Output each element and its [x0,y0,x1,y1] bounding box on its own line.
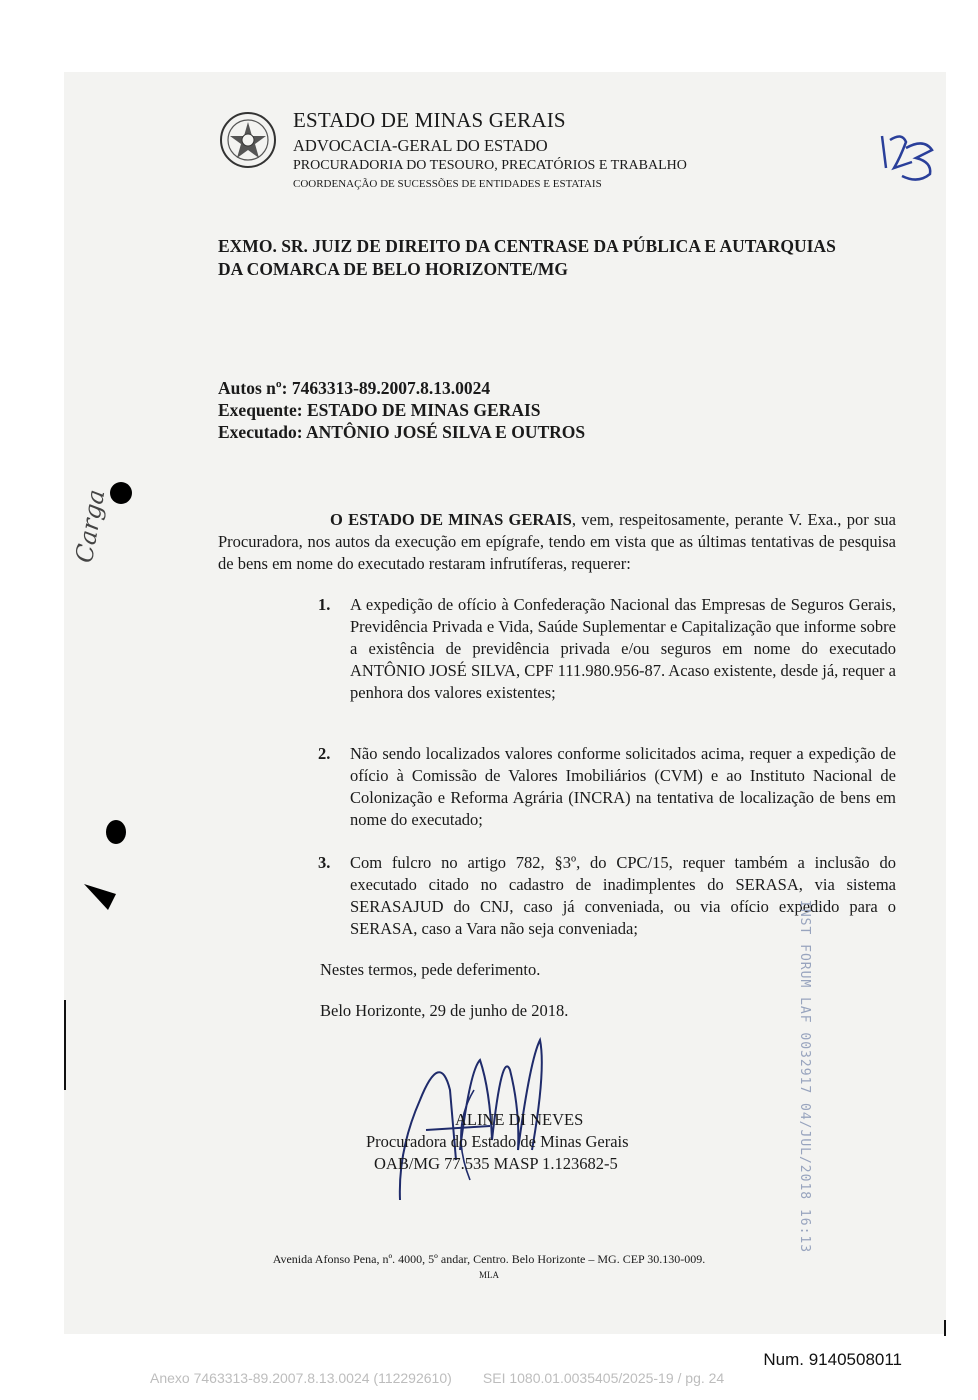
addressee [218,235,898,281]
protocol-stamp: INST FORUM LAF 0032917 04/JUL/2018 16:13 [797,900,812,1254]
item-number: 2. [318,744,331,763]
request-item-1 [318,594,896,704]
item-text: A expedição de ofício à Confederação Nacional das Empresas de Seguros Gerais, Previdência Privada e Vida, Saúde Suplementar e Capitalização que informe sobre a existência de previdência privada e/ou seguros em nome do executado ANTÔNIO JOSÉ SILVA, CPF 111.980.956-87. Acaso existente, desde já, requer a penhora dos valores existentes; [350,595,896,702]
state-seal-icon [218,110,278,170]
case-executado: Executado: ANTÔNIO JOSÉ SILVA E OUTROS [218,422,586,442]
intro-text: , vem, respeitosamente, perante V. Exa., por sua Procuradora, nos autos da execução em epígrafe, tendo em vista que as últimas tentativas de pesquisa de bens em nome do executado restaram infrutíferas, requerer: [218,510,896,573]
scan-edge-line [944,1320,946,1336]
annex-line: Anexo 7463313-89.2007.8.13.0024 (112292610) SEI 1080.01.0035405/2025-19 / pg. 24 [150,1370,725,1386]
corner-mark-icon [82,880,118,912]
closing-request: Nestes termos, pede deferimento. [320,960,541,979]
signatory-role: Procuradora do Estado de Minas Gerais [366,1132,629,1151]
hole-punch-mark [110,482,132,504]
case-exequente: Exequente: ESTADO DE MINAS GERAIS [218,400,541,420]
request-item-2 [318,743,896,831]
addressee-line-1: EXMO. SR. JUIZ DE DIREITO DA CENTRASE DA PÚBLICA E AUTARQUIAS [218,236,836,256]
footer-address: Avenida Afonso Pena, nº. 4000, 5º andar, Centro. Belo Horizonte – MG. CEP 30.130-009. [272,1252,706,1266]
place-date: Belo Horizonte, 29 de junho de 2018. [320,1001,569,1020]
scan-edge-line [64,1000,66,1090]
handwritten-margin-note: Carga [70,487,111,565]
addressee-line-2: DA COMARCA DE BELO HORIZONTE/MG [218,259,569,279]
handwritten-page-number [872,128,944,190]
item-text: Com fulcro no artigo 782, §3º, do CPC/15, requer também a inclusão do executado citado no cadastro de inadimplentes do SERASA, via sistema SERASAJUD do CNJ, caso já conveniada, ou via ofício expedido para o SERASA, caso a Vara não seja conveniada; [350,853,896,938]
hole-punch-mark [106,820,126,844]
signatory-name: ALINE DI NEVES [455,1110,584,1129]
case-number: Autos nº: 7463313-89.2007.8.13.0024 [218,378,491,398]
header-state: ESTADO DE MINAS GERAIS [293,108,566,132]
item-text: Não sendo localizados valores conforme solicitados acima, requer a expedição de ofício à Comissão de Valores Imobiliários (CVM) e ao Instituto Nacional de Colonização e Reforma Agrária (INCRA) na tentativa de localização de bens em nome do executado; [350,744,896,829]
header-unit: COORDENAÇÃO DE SUCESSÕES DE ENTIDADES E ESTATAIS [293,178,602,190]
intro-paragraph [218,509,896,575]
document-number: Num. 9140508011 [763,1350,902,1369]
item-number: 3. [318,853,331,872]
signatory-registration: OAB/MG 77.535 MASP 1.123682-5 [374,1154,618,1173]
header-department: PROCURADORIA DO TESOURO, PRECATÓRIOS E TRABALHO [293,158,687,173]
item-number: 1. [318,595,331,614]
header-agency: ADVOCACIA-GERAL DO ESTADO [293,136,548,155]
footer-initials: MLA [479,1270,499,1280]
intro-bold: O ESTADO DE MINAS GERAIS [330,510,572,529]
